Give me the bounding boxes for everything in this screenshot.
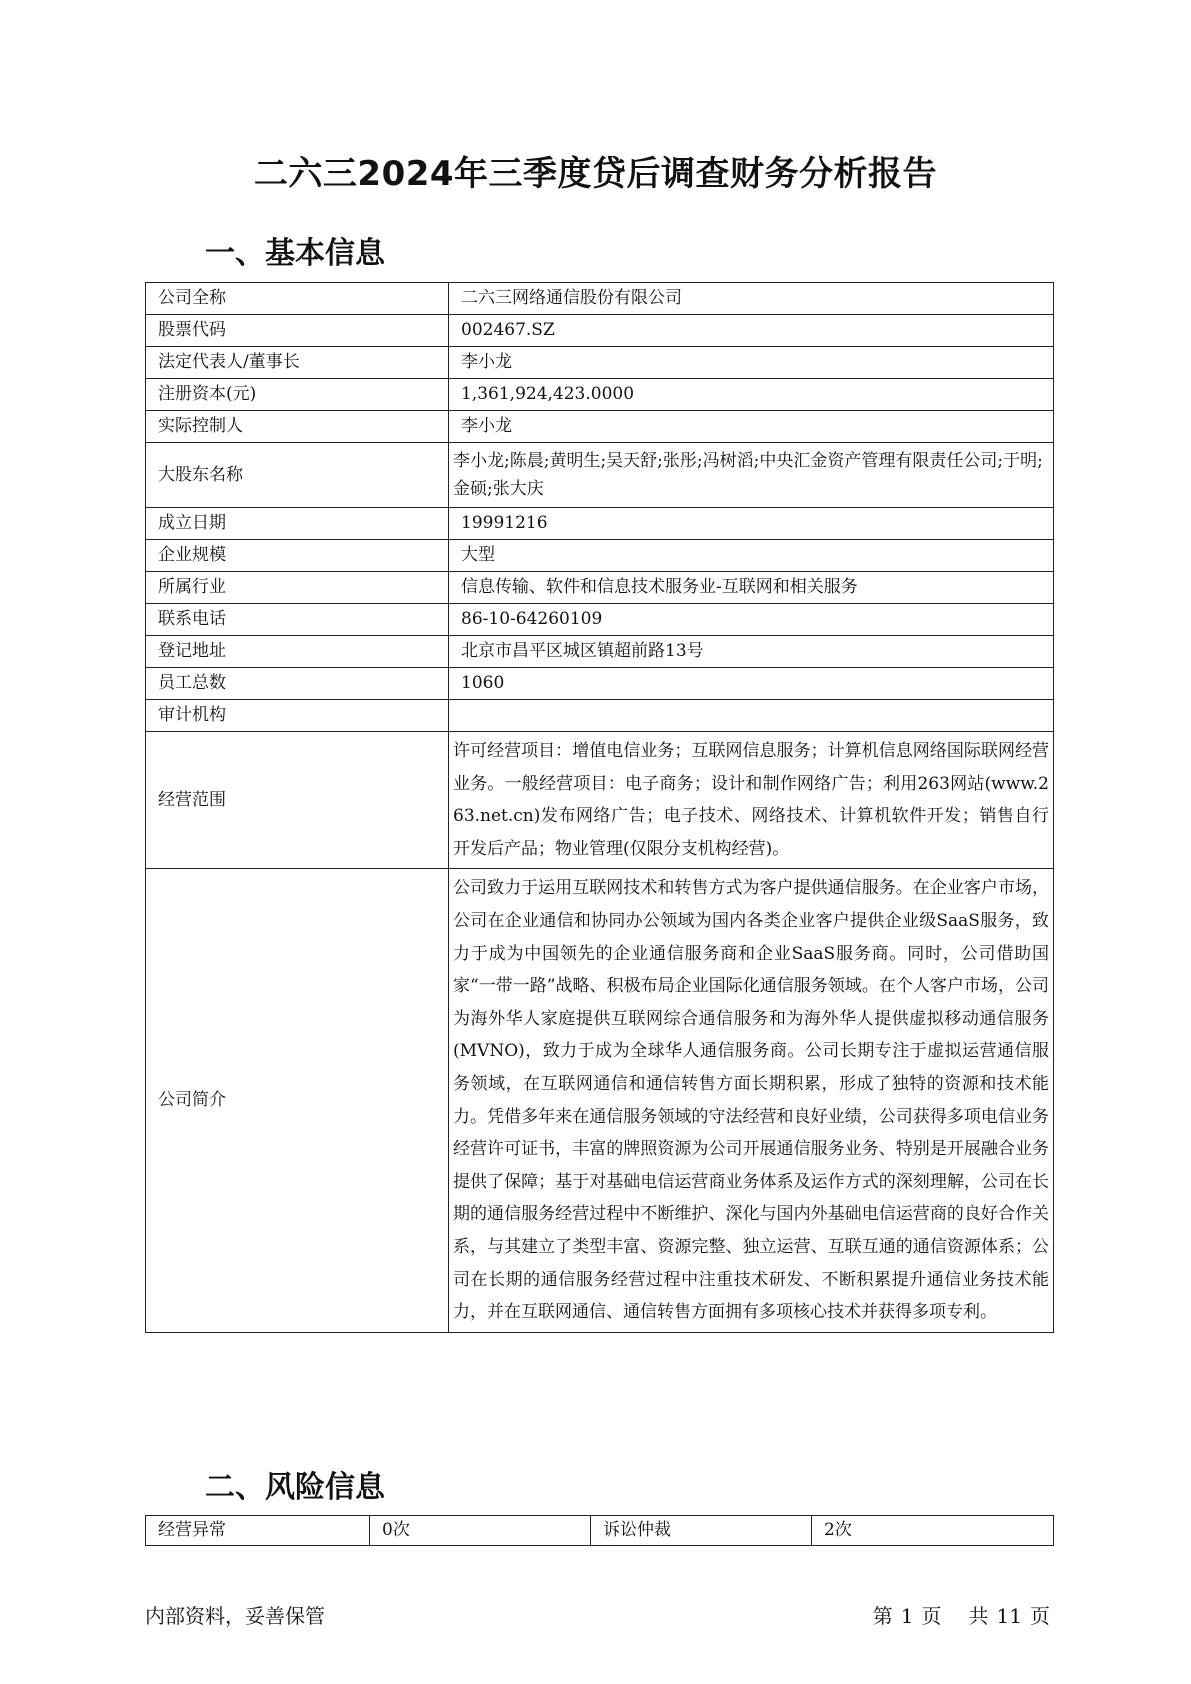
total-prefix: 共 bbox=[968, 1604, 989, 1628]
table-row bbox=[146, 283, 1054, 315]
row-label: 企业规模 bbox=[146, 540, 449, 572]
row-value: 大型 bbox=[449, 540, 1054, 572]
page-prefix: 第 bbox=[872, 1604, 893, 1628]
table-row bbox=[146, 1516, 1054, 1546]
table-row bbox=[146, 700, 1054, 732]
row-label: 登记地址 bbox=[146, 636, 449, 668]
litigation-label: 诉讼仲裁 bbox=[591, 1516, 812, 1546]
section-heading-risk-info: 二、风险信息 bbox=[205, 1470, 385, 1505]
total-unit: 页 bbox=[1030, 1604, 1050, 1628]
table-row-company-profile bbox=[146, 869, 1054, 1332]
table-row bbox=[146, 379, 1054, 411]
row-label: 联系电话 bbox=[146, 604, 449, 636]
row-value: 002467.SZ bbox=[449, 315, 1054, 347]
row-label: 成立日期 bbox=[146, 508, 449, 540]
basic-info-table bbox=[145, 282, 1054, 1333]
table-row bbox=[146, 508, 1054, 540]
litigation-value: 2次 bbox=[812, 1516, 1054, 1546]
row-value: 李小龙;陈晨;黄明生;吴天舒;张彤;冯树滔;中央汇金资产管理有限责任公司;于明;金硕;张大庆 bbox=[449, 443, 1054, 508]
row-value: 李小龙 bbox=[449, 411, 1054, 443]
table-row bbox=[146, 347, 1054, 379]
table-row bbox=[146, 540, 1054, 572]
table-row bbox=[146, 443, 1054, 508]
row-value: 86-10-64260109 bbox=[449, 604, 1054, 636]
business-scope-text: 许可经营项目：增值电信业务；互联网信息服务；计算机信息网络国际联网经营业务。一般经营项目：电子商务；设计和制作网络广告；利用263网站(www.263.net.cn)发布网络广告；电子技术、网络技术、计算机软件开发；销售自行开发后产品；物业管理(仅限分支机构经营)。 bbox=[449, 732, 1054, 869]
abnormal-value: 0次 bbox=[370, 1516, 591, 1546]
row-label: 审计机构 bbox=[146, 700, 449, 732]
row-label: 员工总数 bbox=[146, 668, 449, 700]
table-row bbox=[146, 315, 1054, 347]
table-row bbox=[146, 668, 1054, 700]
report-title: 二六三2024年三季度贷后调查财务分析报告 bbox=[253, 154, 938, 194]
row-label: 股票代码 bbox=[146, 315, 449, 347]
row-value: 信息传输、软件和信息技术服务业-互联网和相关服务 bbox=[449, 572, 1054, 604]
company-profile-text: 公司致力于运用互联网技术和转售方式为客户提供通信服务。在企业客户市场，公司在企业通信和协同办公领域为国内各类企业客户提供企业级SaaS服务，致力于成为中国领先的企业通信服务商和企业SaaS服务商。同时，公司借助国家“一带一路”战略、积极布局企业国际化通信服务领域。在个人客户市场，公司为海外华人家庭提供互联网综合通信服务和为海外华人提供虚拟移动通信服务(MVNO)，致力于成为全球华人通信服务商。公司长期专注于虚拟运营通信服务领域，在互联网通信和通信转售方面长期积累，形成了独特的资源和技术能力。凭借多年来在通信服务领域的守法经营和良好业绩，公司获得多项电信业务经营许可证书，丰富的牌照资源为公司开展通信服务业务、特别是开展融合业务提供了保障；基于对基础电信运营商业务体系及运作方式的深刻理解，公司在长期的通信服务经营过程中不断维护、深化与国内外基础电信运营商的良好合作关系，与其建立了类型丰富、资源完整、独立运营、互联互通的通信资源体系；公司在长期的通信服务经营过程中注重技术研发、不断积累提升通信业务技术能力，并在互联网通信、通信转售方面拥有多项核心技术并获得多项专利。 bbox=[449, 869, 1054, 1332]
table-row bbox=[146, 604, 1054, 636]
footer-confidential-note: 内部资料，妥善保管 bbox=[145, 1604, 325, 1628]
page-num: 1 bbox=[900, 1604, 914, 1628]
row-label: 法定代表人/董事长 bbox=[146, 347, 449, 379]
row-value bbox=[449, 700, 1054, 732]
row-value: 李小龙 bbox=[449, 347, 1054, 379]
row-label: 所属行业 bbox=[146, 572, 449, 604]
footer-page-number bbox=[869, 1600, 1054, 1629]
row-label: 经营范围 bbox=[146, 732, 449, 869]
table-row bbox=[146, 636, 1054, 668]
row-label: 公司全称 bbox=[146, 283, 449, 315]
row-label: 公司简介 bbox=[146, 869, 449, 1332]
row-value: 1060 bbox=[449, 668, 1054, 700]
table-row bbox=[146, 572, 1054, 604]
table-row bbox=[146, 411, 1054, 443]
abnormal-label: 经营异常 bbox=[146, 1516, 370, 1546]
total-num: 11 bbox=[996, 1604, 1022, 1628]
row-label: 注册资本(元) bbox=[146, 379, 449, 411]
row-label: 实际控制人 bbox=[146, 411, 449, 443]
row-value: 19991216 bbox=[449, 508, 1054, 540]
row-value: 北京市昌平区城区镇超前路13号 bbox=[449, 636, 1054, 668]
row-label: 大股东名称 bbox=[146, 443, 449, 508]
risk-info-table bbox=[145, 1515, 1054, 1546]
row-value: 二六三网络通信股份有限公司 bbox=[449, 283, 1054, 315]
table-row-business-scope bbox=[146, 732, 1054, 869]
row-value: 1,361,924,423.0000 bbox=[449, 379, 1054, 411]
page-unit: 页 bbox=[921, 1604, 942, 1628]
section-heading-basic-info: 一、基本信息 bbox=[205, 236, 385, 271]
